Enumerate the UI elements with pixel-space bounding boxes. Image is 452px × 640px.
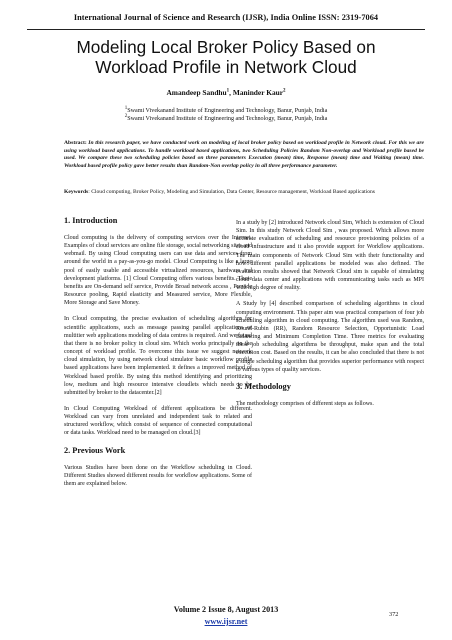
author-line: [0, 88, 452, 97]
page-number: 372: [389, 611, 399, 618]
author-name: Amandeep Sandhu: [166, 88, 227, 97]
previous-work-paragraph-3: A Study by [4] described comparison of scheduling algorithms in cloud computing environment. This paper aim was practical comparison of four job scheduling algorithm in cloud computing. The algorithm used was Random, Round-Rubin (RR), Random Resource Selection, Opportunistic Load Balancing and Minimum Completion Time. Three metrics for evaluating these job scheduling algorithms be throughput, make span and the total execution cost. Based on the results, it can be also concluded that there is not a single scheduling algorithm that provides superior performance with respect to various types of quality services.: [236, 301, 424, 373]
author-separator: ,: [229, 88, 233, 97]
affiliation-superscript: 2: [124, 113, 128, 119]
previous-work-paragraph: Various Studies have been done on the Workflow scheduling in Cloud. Different Studies showed different results for workflow applications. Some of them are explained below.: [64, 464, 252, 487]
section-heading-previous-work: 2. Previous Work: [64, 445, 126, 455]
author-superscript: 1: [226, 88, 230, 94]
previous-work-paragraph-2: In a study by [2] introduced Network cloud Sim, Which is extension of Cloud Sim. In this study Network Cloud Sim , was proposed. Which allows more accurate evaluation of scheduling and resource provisioning policies of a cloud infrastructure and it also provide support for Workflow applications. The main components of Network Cloud Sim with their functionality and how different parallel applications be modeled was also defined. The evaluation results showed that Network Cloud sim is capable of simulating cloud data center and applications with communicating tasks such as MPI with high degree of reality.: [236, 220, 424, 292]
affiliation: [0, 105, 452, 114]
left-column: [64, 210, 252, 496]
methodology-paragraph: The methodology comprises of different steps as follows.: [236, 400, 374, 407]
abstract-label: Abstract:: [64, 140, 87, 146]
introduction-paragraph-1: Cloud computing is the delivery of computing services over the Internet. Examples of cloud services are online file storage, social networking sites and webmail. By using Cloud computing users can use data and services from around the world in a pay-as-you-go model. Cloud Computing is like a large pool of easily usable and accessible virtualized resources, hardware and development platforms. [1] Cloud Computing offers various benefits. These benefits are On-demand self service, Provide Broad network access , Provide Resource pooling, Rapid elasticity and Measured service, More Flexible, More Storage and Save Money.: [64, 235, 252, 307]
section-heading-methodology: 3. Methodology: [236, 381, 291, 391]
affiliation: [0, 113, 452, 122]
section-heading-introduction: 1. Introduction: [64, 216, 118, 225]
journal-header: International Journal of Science and Research (IJSR), India Online ISSN: 2319-7064: [73, 13, 379, 22]
affiliation-text: Swami Vivekanand Institute of Engineering and Technology, Banur, Punjab, India: [127, 116, 328, 122]
header-rule: [27, 29, 425, 30]
keywords: [64, 189, 424, 197]
right-column: [236, 219, 424, 416]
introduction-paragraph-3: In Cloud Computing Workload of different applications be different. Workload can vary from unrelated and independent task to related and structured workflow, which consist of sequence of connected computational or data tasks. Workload need to be managed on cloud.[3]: [64, 405, 252, 437]
abstract: [64, 140, 424, 170]
footer-url-link[interactable]: www.ijsr.net: [204, 617, 248, 626]
introduction-paragraph-2: In Cloud computing, the precise evaluation of scheduling algorithm for scientific applications, such as message passing parallel applications or multitier web applications modeling of data centres is required. And we found that there is no broker policy in cloud sim. Which works principally on the concept of workload profile. To overcome this issue we suggest network cloud simulation, by using network cloud simulator basic workflow profile based applications have been implemented. it defines a improved method of Workload based profile. By using this method identifying and prioritizing low, medium and high resource intensive cloudlets which needs to be submitted by broker to the datacenter.[2]: [64, 316, 252, 396]
affiliation-text: Swami Vivekanand Institute of Engineering and Technology, Banur, Punjab, India: [127, 108, 328, 114]
footer-volume: Volume 2 Issue 8, August 2013: [173, 605, 279, 614]
paper-title: Modeling Local Broker Policy Based on Workload Profile in Network Cloud: [76, 37, 376, 77]
affiliation-superscript: 1: [124, 105, 128, 111]
author-superscript: 2: [283, 88, 286, 94]
keywords-label: Keywords: [64, 189, 89, 195]
abstract-text: In this research paper, we have conducted work on modeling of local broker policy based on workload profile in Network cloud. For this we are using workload based applications. To handle workload based applications, two Scheduling Policies Random Non-overlap and Workload profile based be used. We compare these two scheduling policies based on three parameters Execution (mean) time, Response (mean) time and Waiting (mean) time. Workload based profile policy gave better results than Random-Non overlap policy in all three performance parameter.: [64, 140, 424, 169]
keywords-text: : Cloud computing, Broker Policy, Modeling and Simulation, Data Center, Resource management, Workload Based applications: [88, 189, 375, 195]
author-name: Maninder Kaur: [232, 88, 284, 97]
